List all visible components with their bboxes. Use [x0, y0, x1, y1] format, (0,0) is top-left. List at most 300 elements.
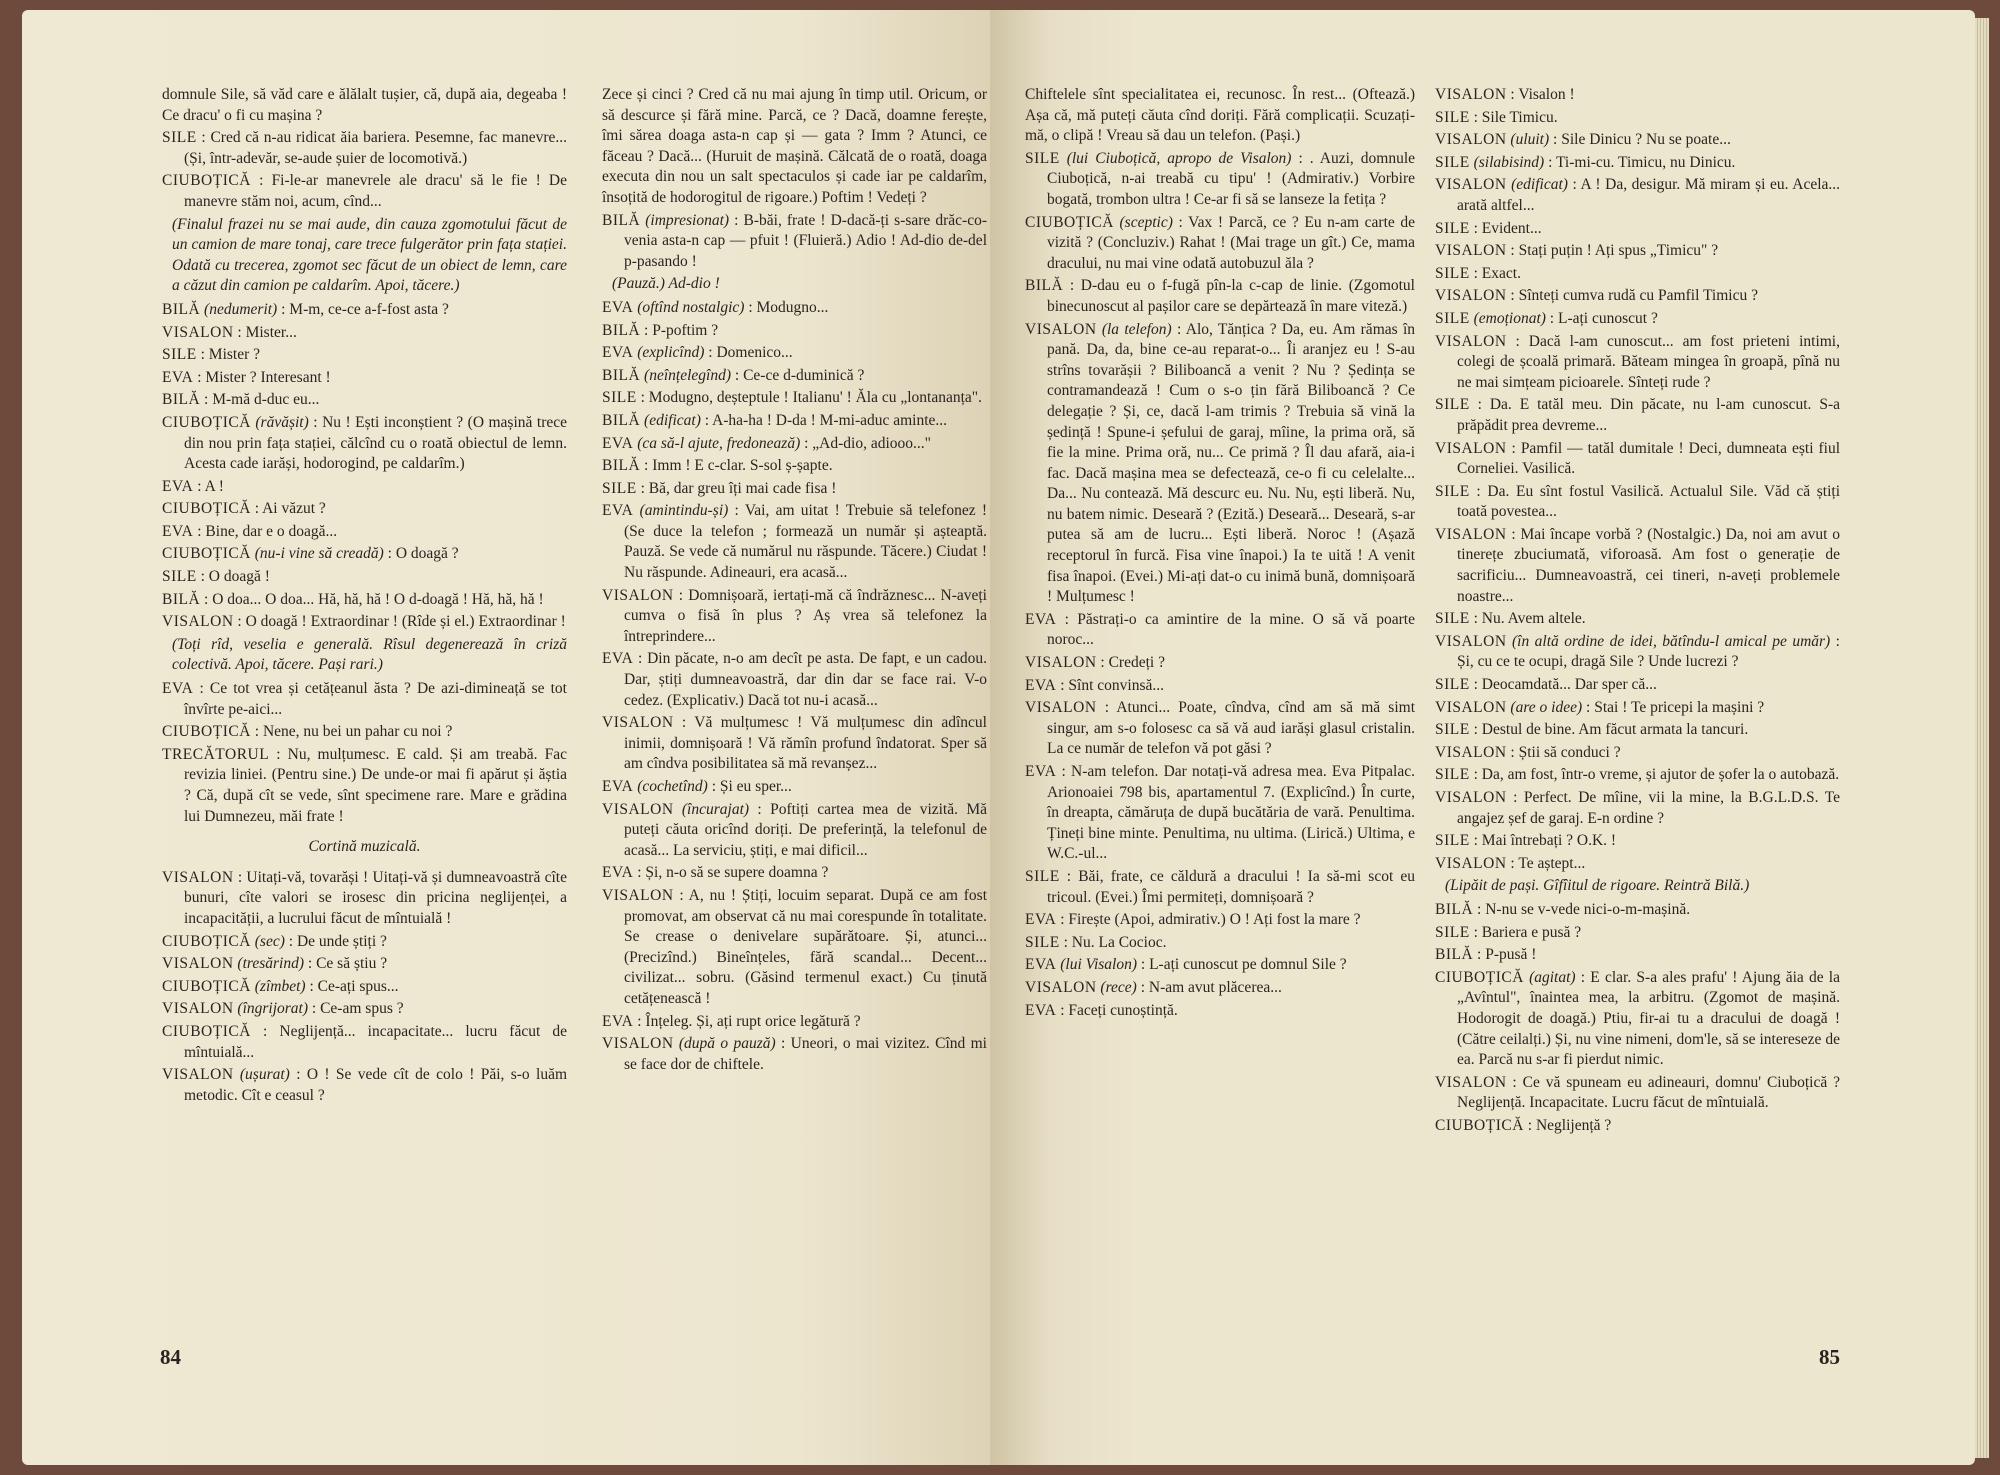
dialogue-text: Stai ! Te pricepi la mașini ? [1594, 698, 1765, 716]
speaker-name: SILE [1435, 676, 1470, 694]
speaker-name: EVA [1025, 911, 1057, 929]
stage-direction: (lui Ciuboțică, apropo de Visalon) [1066, 149, 1292, 167]
stage-direction: (tresărind) [237, 955, 304, 973]
dialogue-line: CIUBOȚICĂ (sceptic) : Vax ! Parcă, ce ? Eu n-am carte de vizită ? (Concluziv.) Rahat ! (Mai trage un gît.) Ce, mama dracului, nu mai vine odată autobuzul ăla ? [1025, 213, 1415, 272]
dialogue-line: VISALON : Atunci... Poate, cîndva, cînd am să mă simt singur, am s-o folosesc ca să vă aud iarăși glasul cristalin. La ce număr de telefon vă pot găsi ? [1025, 699, 1416, 758]
dialogue-text: Vax ! Parcă, ce ? Eu n-am carte de vizită ? (Concluziv.) Rahat ! (Mai trage un gît.) Ce, mama dracului, nu mai vine odată autobuzul ăla ? [1047, 213, 1415, 272]
dialogue-text: Te aștept... [1518, 854, 1586, 872]
dialogue-line: SILE : Da, am fost, într-o vreme, și ajutor de șofer la o autobază. [1435, 766, 1840, 784]
dialogue-line: SILE : Bariera e pusă ? [1435, 923, 1582, 941]
dialogue-line: EVA (cochetînd) : Și eu sper... [602, 778, 792, 795]
speaker-name: SILE [1435, 610, 1470, 628]
dialogue-line: SILE : Băi, frate, ce căldură a dracului ! Ia să-mi scot eu tricoul. (Evei.) Îmi permiteți, domnișoară ? [1025, 867, 1415, 906]
speaker-name: SILE [1025, 933, 1060, 951]
dialogue-text: Firește (Apoi, admirativ.) O ! Ați fost la mare ? [1068, 911, 1361, 929]
stage-direction-paragraph: (Pauză.) Ad-dio ! [612, 275, 720, 293]
dialogue-line: EVA : A ! [162, 477, 224, 495]
dialogue-line: VISALON : Te aștept... [1435, 854, 1586, 872]
speaker-name: EVA [162, 477, 194, 495]
dialogue-line: EVA : Sînt convinsă... [1025, 676, 1165, 694]
speaker-name: CIUBOȚICĂ [162, 977, 251, 995]
dialogue-text: Domenico... [716, 344, 793, 362]
speaker-name: BILĂ [162, 590, 201, 608]
dialogue-text: Păstrați-o ca amintire de la mine. O să vă poarte noroc... [1047, 610, 1415, 649]
dialogue-text: Da. E tatăl meu. Din păcate, nu l-am cunoscut. S-a prăpădit prea devreme... [1457, 396, 1840, 434]
dialogue-line: BILĂ (impresionat) : B-băi, frate ! D-dacă-ți s-sare drăc-co-venia asta-n cap — pfuit ! (Fluieră.) Adio ! Ad-dio de-del p-pasando ! [602, 211, 988, 270]
dialogue-text: Da. Eu sînt fostul Vasilică. Actualul Sile. Văd că știți toată povestea... [1457, 482, 1841, 521]
dialogue-line: EVA : Păstrați-o ca amintire de la mine. O să vă poarte noroc... [1025, 610, 1415, 649]
dialogue-text: M-m, ce-ce a-f-fost asta ? [289, 300, 449, 318]
dialogue-line: EVA (ca să-l ajute, fredonează) : „Ad-dio, adiooo..." [602, 434, 931, 452]
dialogue-line: VISALON (uluit) : Sile Dinicu ? Nu se poate... [1435, 131, 1731, 149]
dialogue-text: Deocamdată... Dar sper că... [1481, 676, 1657, 694]
speaker-name: BILĂ [602, 411, 641, 429]
dialogue-line: BILĂ : N-nu se v-vede nici-o-m-mașină. [1435, 900, 1691, 918]
dialogue-text: Exact. [1481, 264, 1521, 282]
speaker-name: BILĂ [1025, 277, 1064, 295]
dialogue-text: Destul de bine. Am făcut armata la tancuri. [1481, 721, 1749, 739]
dialogue-line: EVA : Și, n-o să se supere doamna ? [602, 864, 829, 882]
stage-direction: (neînțelegînd) [644, 366, 731, 384]
dialogue-line: SILE : Bă, dar greu îți mai cade fisa ! [602, 479, 837, 497]
dialogue-line: BILĂ : M-mă d-duc eu... [162, 391, 320, 409]
dialogue-line: SILE (emoționat) : L-ați cunoscut ? [1435, 309, 1658, 327]
dialogue-line: VISALON (după o pauză) : Uneori, o mai vizitez. Cînd mi se face dor de chiftele. [602, 1035, 987, 1073]
speaker-name: EVA [602, 298, 634, 316]
dialogue-line: BILĂ : Imm ! E c-clar. S-sol ș-șapte. [602, 457, 833, 475]
dialogue-text: N-am avut plăcerea... [1148, 978, 1282, 996]
speaker-name: VISALON [1025, 699, 1097, 717]
dialogue-line: EVA : Bine, dar e o doagă... [162, 522, 338, 540]
dialogue-text: Ce-ați spus... [317, 977, 399, 995]
stage-direction: (sec) [254, 932, 285, 950]
dialogue-line: VISALON : Domnișoară, iertați-mă că îndrăznesc... N-aveți cumva o fisă în plus ? Aș vrea să telefonez la întreprindere... [602, 586, 987, 645]
speaker-name: VISALON [602, 1035, 674, 1053]
speaker-name: SILE [1435, 108, 1470, 126]
dialogue-text: „Ad-dio, adiooo..." [812, 434, 931, 452]
speaker-name: VISALON [1435, 287, 1507, 305]
speaker-name: BILĂ [602, 211, 641, 229]
continued-text: Zece și cinci ? Cred că nu mai ajung în timp util. Oricum, or să descurce și fără mine. Parcă, ce ? Dacă, doamne ferește, îmi sărea doaga asta-n cap și — gata ? Imm ? Atunci, ce făceau ? Dacă... (Huruit de mașină. Călcată de o roată, doaga executa din nou un salt spectaculos și cade iar pe caldarîm, însoțită de hodorogitul de rigoare.) Poftim ! Vedeți ? [602, 86, 987, 206]
dialogue-text: Înțeleg. Și, ați rupt orice legătură ? [645, 1012, 861, 1030]
dialogue-text: O doagă ! Extraordinar ! (Rîde și el.) Extraordinar ! [245, 613, 566, 631]
speaker-name: SILE [1435, 309, 1470, 327]
speaker-name: SILE [602, 479, 637, 497]
dialogue-line: VISALON (în altă ordine de idei, bătîndu-l amical pe umăr) : Și, cu ce te ocupi, dragă Sile ? Unde lucrezi ? [1435, 632, 1840, 671]
dialogue-line: VISALON : Vă mulțumesc ! Vă mulțumesc din adîncul inimii, domnișoară ! Vă rămîn profund îndatorat. Sper să am cîndva posibilitatea să mă revanșez... [602, 714, 987, 773]
speaker-name: SILE [162, 568, 197, 586]
dialogue-text: Alo, Tănțica ? Da, eu. Am rămas în pană. Da, da, bine ce-au reparat-o... Îi aranjez eu ! S-au strîns tovarășii ? Biliboancă a venit ? Nu ? Ședința se contramandează ! Cum o s-o țin fără Biliboancă ? Ce delegație ? Și, ce, dacă l-am trimis ? Trebuia să vină la ședință ! Spune-i șefului de garaj, mîine, la prima oră, să fie la mine. Prima oră, nu... Ce primă ? Îl dau afară, aia-i fac. Dacă mașina mea se defectează, ce-o fi cu celelalte... Da... Nu contează. Mă descurc eu. Nu. Nu, ești liberă. Nu, nu batem nimic. Deseară ? (Ezită.) Deseară... Deseară, s-ar putea să am de lucru... Ești liberă. Noroc ! (Așază receptorul în furcă. Fisa vine înapoi.) Ia te uită ! A venit fisa înapoi. (Evei.) Mi-ați dat-o cu inimă bună, domnișoară ! Mulțumesc ! [1047, 320, 1416, 606]
speaker-name: CIUBOȚICĂ [162, 500, 251, 518]
dialogue-text: P-pusă ! [1485, 946, 1537, 964]
dialogue-text: M-mă d-duc eu... [212, 391, 320, 409]
dialogue-line: BILĂ : P-pusă ! [1435, 946, 1537, 964]
stage-direction: (oftînd nostalgic) [637, 298, 745, 316]
speaker-name: EVA [602, 1012, 634, 1030]
speaker-name: EVA [1025, 610, 1057, 628]
dialogue-line: VISALON (ușurat) : O ! Se vede cît de colo ! Păi, s-o luăm metodic. Cît e ceasul ? [162, 1066, 568, 1104]
dialogue-text: Mister ? [208, 346, 261, 364]
dialogue-line: BILĂ (nedumerit) : M-m, ce-ce a-f-fost asta ? [162, 300, 449, 318]
dialogue-text: E clar. S-a ales prafu' ! Ajung ăia de la „Avîntul", înaintea mea, la arbitru. (Zgomot de mașină. Hodorogit de doagă.) Ptiu, fir-ai tu a dracului de doagă ! (Către ceilalți.) Și, nu vine nimeni, dom'le, să se intereseze de ea. Parcă nu s-ar fi pierdut nimic. [1457, 968, 1840, 1069]
dialogue-text: Din păcate, n-o am decît pe asta. De fapt, e un cadou. Dar, știți dumneavoastră, dar din dar se face rai. V-o cedez. (Explicativ.) Dacă tot nu-i acasă... [624, 650, 987, 709]
dialogue-line: EVA (amintindu-și) : Vai, am uitat ! Trebuie să telefonez ! (Se duce la telefon ; formează un număr și așteaptă. Pauză. Se vede că numărul nu răspunde. Tăcere.) Ciudat ! Nu răspunde. Adineauri, era acasă... [602, 502, 987, 582]
dialogue-text: Vă mulțumesc ! Vă mulțumesc din adîncul inimii, domnișoară ! Vă rămîn profund îndatorat. Sper să am cîndva posibilitatea să mă revanșez... [624, 714, 987, 773]
stage-direction: (silabisind) [1473, 153, 1545, 171]
speaker-name: EVA [1025, 676, 1057, 694]
speaker-name: EVA [162, 368, 194, 386]
stage-direction: (sceptic) [1119, 213, 1173, 231]
dialogue-line: VISALON : A, nu ! Știți, locuim separat. După ce am fost promovat, am observat că nu mai corespunde în totalitate. Se crease o denivelare supărătoare. Și, atunci... (Precizînd.) Bineînțeles, fără scandal... Decent... civilizat... sobru. (Găsind termenul exact.) Cu ținută cetățenească ! [602, 886, 987, 1007]
speaker-name: EVA [602, 502, 634, 520]
speaker-name: EVA [602, 344, 634, 362]
dialogue-line: VISALON (tresărind) : Ce să știu ? [162, 955, 388, 973]
dialogue-text: O doa... O doa... Hă, hă, hă ! O d-doagă ! Hă, hă, hă ! [212, 590, 544, 608]
stage-direction: (ușurat) [239, 1066, 290, 1084]
dialogue-text: Ce-am spus ? [320, 1000, 404, 1018]
speaker-name: SILE [162, 129, 197, 147]
dialogue-line: SILE (silabisind) : Ti-mi-cu. Timicu, nu Dinicu. [1435, 153, 1736, 171]
dialogue-line: VISALON : Perfect. De mîine, vii la mine, la B.G.L.D.S. Te angajez șef de garaj. E-n ordine ? [1435, 789, 1840, 827]
dialogue-line: CIUBOȚICĂ (agitat) : E clar. S-a ales prafu' ! Ajung ăia de la „Avîntul", înaintea mea, la arbitru. (Zgomot de mașină. Hodorogit de doagă.) Ptiu, fir-ai tu a dracului de doagă ! (Către ceilalți.) Și, nu vine nimeni, dom'le, să se intereseze de ea. Parcă nu s-ar fi pierdut nimic. [1435, 968, 1840, 1069]
speaker-name: VISALON [1435, 854, 1507, 872]
dialogue-line: SILE : Deocamdată... Dar sper că... [1435, 676, 1657, 694]
stage-direction: (uluit) [1510, 131, 1550, 149]
dialogue-text: Mai încape vorbă ? (Nostalgic.) Da, noi am avut o tinerețe zbuciumată, viforoasă. Am fost o generație de sacrificiu... Dumneavoastră, cei tineri, n-aveți problemele noastre... [1457, 525, 1840, 605]
dialogue-text: Ce să știu ? [316, 955, 388, 973]
dialogue-line: BILĂ : O doa... O doa... Hă, hă, hă ! O d-doagă ! Hă, hă, hă ! [162, 590, 544, 608]
stage-direction: (nu-i vine să creadă) [254, 545, 384, 563]
dialogue-line: EVA : Ce tot vrea și cetățeanul ăsta ? De azi-dimineață se tot învîrte pe-aici... [162, 680, 567, 718]
stage-direction: (îngrijorat) [237, 1000, 309, 1018]
dialogue-text: Sînteți cumva rudă cu Pamfil Timicu ? [1518, 287, 1758, 305]
dialogue-text: Sile Dinicu ? Nu se poate... [1561, 131, 1731, 149]
speaker-name: VISALON [1435, 332, 1507, 350]
dialogue-text: Atunci... Poate, cîndva, cînd am să mă simt singur, am s-o folosesc ca să vă aud iarăși glasul cristalin. La ce număr de telefon vă pot găsi ? [1047, 699, 1416, 758]
right-page-column-2 [1435, 85, 1840, 1139]
right-page-number: 85 [1819, 1345, 1840, 1369]
dialogue-line: CIUBOȚICĂ : Ai văzut ? [162, 500, 326, 518]
speaker-name: EVA [162, 522, 194, 540]
dialogue-text: A, nu ! Știți, locuim separat. După ce am fost promovat, am observat că nu mai corespunde în totalitate. Se crease o denivelare supărătoare. Și, atunci... (Precizînd.) Bineînțeles, fără scandal... Decent... civilizat... sobru. (Găsind termenul exact.) Cu ținută cetățenească ! [624, 886, 987, 1007]
stage-direction: (la telefon) [1101, 320, 1172, 338]
speaker-name: VISALON [162, 1066, 234, 1084]
speaker-name: VISALON [1435, 698, 1507, 716]
stage-direction: (agitat) [1529, 968, 1576, 986]
dialogue-line: SILE : Exact. [1435, 264, 1521, 282]
speaker-name: CIUBOȚICĂ [162, 932, 251, 950]
speaker-name: BILĂ [1435, 900, 1474, 918]
speaker-name: BILĂ [602, 366, 641, 384]
dialogue-line: VISALON : Mai încape vorbă ? (Nostalgic.) Da, noi am avut o tinerețe zbuciumată, viforoasă. Am fost o generație de sacrificiu... Dumneavoastră, cei tineri, n-aveți problemele noastre... [1435, 525, 1840, 605]
dialogue-line: EVA (lui Visalon) : L-ați cunoscut pe domnul Sile ? [1025, 956, 1347, 974]
speaker-name: VISALON [602, 886, 674, 904]
speaker-name: VISALON [162, 613, 234, 631]
dialogue-text: Nu. La Cocioc. [1071, 933, 1167, 951]
dialogue-line: VISALON (rece) : N-am avut plăcerea... [1025, 978, 1282, 996]
dialogue-line: CIUBOȚICĂ : Fi-le-ar manevrele ale dracu' să le fie ! De manevre stăm noi, acum, cînd... [162, 172, 567, 210]
speaker-name: EVA [602, 650, 634, 668]
dialogue-text: Băi, frate, ce căldură a dracului ! Ia să-mi scot eu tricoul. (Evei.) Îmi permiteți, domnișoară ? [1047, 867, 1415, 906]
speaker-name: VISALON [1435, 525, 1507, 543]
dialogue-line: BILĂ (edificat) : A-ha-ha ! D-da ! M-mi-aduc aminte... [602, 411, 948, 429]
dialogue-text: Și, cu ce te ocupi, dragă Sile ? Unde lucrezi ? [1457, 653, 1739, 671]
continued-text: domnule Sile, să văd care e ălălalt tușier, că, după aia, degeaba ! Ce dracu' o fi cu mașina ? [162, 86, 567, 124]
dialogue-line: VISALON : Știi să conduci ? [1435, 743, 1621, 761]
dialogue-line: VISALON : Stați puțin ! Ați spus „Timicu" ? [1435, 242, 1719, 260]
dialogue-text: D-dau eu o f-fugă pîn-la c-cap de linie. (Zgomotul binecunoscut al pașilor care se depărtează în mare viteză.) [1047, 277, 1415, 315]
stage-direction-paragraph: (Toți rîd, veselia e generală. Rîsul degenerează în criză colectivă. Apoi, tăcere. Pași rari.) [172, 635, 567, 674]
dialogue-line: SILE : Mai întrebați ? O.K. ! [1435, 832, 1617, 850]
dialogue-text: Știi să conduci ? [1518, 743, 1621, 761]
dialogue-line: BILĂ : D-dau eu o f-fugă pîn-la c-cap de linie. (Zgomotul binecunoscut al pașilor care se depărtează în mare viteză.) [1025, 277, 1415, 315]
right-page-column-1 [1025, 85, 1415, 1023]
dialogue-text: O ! Se vede cît de colo ! Păi, s-o luăm metodic. Cît e ceasul ? [184, 1066, 568, 1104]
stage-direction: (în altă ordine de idei, bătîndu-l amical pe umăr) [1512, 632, 1831, 650]
left-page-column-1 [162, 85, 567, 1108]
stage-direction: (răvășit) [255, 413, 309, 431]
dialogue-line: VISALON : Uitați-vă, tovarăși ! Uitați-vă și dumneavoastră cîte bunuri, cîte valori se irosesc din pricina neglijenței, a incapacității, a lucrului făcut de mîntuială ! [162, 868, 567, 927]
speaker-name: EVA [602, 864, 634, 882]
speaker-name: EVA [1025, 763, 1057, 780]
speaker-name: VISALON [1435, 131, 1507, 149]
dialogue-text: Evident... [1481, 219, 1542, 237]
stage-direction: (lui Visalon) [1060, 956, 1138, 974]
speaker-name: BILĂ [602, 457, 641, 475]
speaker-name: VISALON [1435, 789, 1507, 806]
dialogue-text: Fi-le-ar manevrele ale dracu' să le fie ! De manevre stăm noi, acum, cînd... [184, 172, 567, 210]
dialogue-line: VISALON (are o idee) : Stai ! Te pricepi la mașini ? [1435, 698, 1765, 716]
dialogue-line: VISALON (încurajat) : Poftiți cartea mea de vizită. Mă puteți căuta oricînd doriți. De preferință, la telefonul de acasă... La serviciu, știți, e mai dificil... [602, 800, 988, 859]
dialogue-text: P-poftim ? [652, 321, 719, 339]
dialogue-text: Bă, dar greu îți mai cade fisa ! [648, 479, 837, 497]
dialogue-line: CIUBOȚICĂ : Neglijență... incapacitate... lucru făcut de mîntuială... [162, 1022, 567, 1061]
dialogue-text: . Auzi, domnule Ciuboțică, n-ai treabă cu tipu' ! (Admirativ.) Vorbire bogată, trombon ultra ! Ce-ar fi să se lanseze la fetița ? [1047, 149, 1416, 208]
speaker-name: VISALON [602, 800, 674, 818]
speaker-name: CIUBOȚICĂ [1025, 213, 1114, 231]
dialogue-line: VISALON : Mister... [162, 323, 297, 341]
stage-direction: (amintindu-și) [639, 502, 729, 520]
dialogue-line: CIUBOȚICĂ (sec) : De unde știți ? [162, 932, 387, 950]
speaker-name: SILE [1435, 219, 1470, 237]
speaker-name: SILE [1435, 482, 1470, 500]
dialogue-line: VISALON : Visalon ! [1435, 86, 1575, 103]
speaker-name: VISALON [602, 586, 674, 604]
dialogue-line: CIUBOȚICĂ : Neglijență ? [1435, 1116, 1612, 1134]
stage-direction: (edificat) [1511, 176, 1568, 194]
dialogue-text: Mister ? Interesant ! [205, 368, 331, 386]
dialogue-line: EVA (explicînd) : Domenico... [602, 344, 793, 362]
dialogue-line: VISALON : Ce vă spuneam eu adineauri, domnu' Ciuboțică ? Neglijență. Incapacitate. Lucru făcut de mîntuială. [1435, 1073, 1841, 1112]
speaker-name: CIUBOȚICĂ [162, 545, 251, 563]
dialogue-text: Ti-mi-cu. Timicu, nu Dinicu. [1556, 153, 1736, 171]
stage-direction: (încurajat) [681, 800, 750, 818]
speaker-name: EVA [602, 434, 634, 452]
dialogue-line: VISALON : Dacă l-am cunoscut... am fost prieteni intimi, colegi de școală primară. Băteam mingea în groapă, pînă nu ne mai simțeam picioarele. Sînteți rude ? [1435, 332, 1840, 391]
dialogue-line: EVA : N-am telefon. Dar notați-vă adresa mea. Eva Pitpalac. Arionoaiei 798 bis, apartamentul 7. (Explicînd.) În curte, în dreapta, cămăruța de după bucătăria de vară. Penultima. Țineți bine minte. Penultima, nu ultima. (Lirică.) Ultima, e W.C.-ul... [1025, 763, 1415, 863]
dialogue-text: Bine, dar e o doagă... [205, 522, 338, 540]
dialogue-line: SILE : Nu. Avem altele. [1435, 610, 1586, 628]
dialogue-text: Faceți cunoștință. [1068, 1001, 1178, 1019]
dialogue-text: N-nu se v-vede nici-o-m-mașină. [1485, 900, 1691, 918]
dialogue-line: SILE : Nu. La Cocioc. [1025, 933, 1167, 951]
dialogue-text: Neglijență... incapacitate... lucru făcut de mîntuială... [184, 1022, 567, 1061]
dialogue-line: BILĂ : P-poftim ? [602, 321, 719, 339]
speaker-name: SILE [162, 346, 197, 364]
page-edges [1975, 18, 1989, 1458]
speaker-name: CIUBOȚICĂ [162, 1022, 251, 1040]
dialogue-line: SILE : Da. Eu sînt fostul Vasilică. Actualul Sile. Văd că știți toată povestea... [1435, 482, 1841, 521]
dialogue-text: Vai, am uitat ! Trebuie să telefonez ! (Se duce la telefon ; formează un număr și așteaptă. Pauză. Se vede că numărul nu răspunde. Tăcere.) Ciudat ! Nu răspunde. Adineauri, era acasă... [624, 502, 987, 582]
dialogue-text: Ce tot vrea și cetățeanul ăsta ? De azi-dimineață se tot învîrte pe-aici... [184, 680, 567, 718]
speaker-name: SILE [1435, 396, 1470, 414]
stage-direction: (zîmbet) [254, 977, 306, 995]
dialogue-text: Neglijență ? [1535, 1116, 1612, 1134]
speaker-name: EVA [602, 778, 634, 795]
speaker-name: CIUBOȚICĂ [162, 172, 251, 190]
dialogue-text: Uneori, o mai vizitez. Cînd mi se face dor de chiftele. [624, 1035, 987, 1073]
speaker-name: VISALON [162, 323, 234, 341]
dialogue-text: N-am telefon. Dar notați-vă adresa mea. Eva Pitpalac. Arionoaiei 798 bis, apartamentul 7. (Explicînd.) În curte, în dreapta, cămăruța de după bucătăria de vară. Penultima. Țineți bine minte. Penultima, nu ultima. (Lirică.) Ultima, e W.C.-ul... [1047, 763, 1415, 863]
left-page [22, 10, 990, 1465]
speaker-name: BILĂ [162, 391, 201, 409]
dialogue-text: Mai întrebați ? O.K. ! [1481, 832, 1617, 850]
speaker-name: VISALON [1435, 439, 1507, 457]
dialogue-line: CIUBOȚICĂ (nu-i vine să creadă) : O doagă ? [162, 545, 459, 563]
stage-direction: (cochetînd) [637, 778, 708, 795]
speaker-name: SILE [1435, 923, 1470, 941]
stage-direction: (edificat) [644, 411, 701, 429]
dialogue-line: EVA : Din păcate, n-o am decît pe asta. De fapt, e un cadou. Dar, știți dumneavoastră, dar din dar se face rai. V-o cedez. (Explicativ.) Dacă tot nu-i acasă... [602, 650, 987, 709]
speaker-name: SILE [1025, 867, 1060, 885]
dialogue-text: L-ați cunoscut ? [1557, 309, 1658, 327]
dialogue-text: Modugno... [756, 298, 829, 316]
dialogue-text: Și, n-o să se supere doamna ? [645, 864, 829, 882]
stage-direction-paragraph: (Finalul frazei nu se mai aude, din cauza zgomotului făcut de un camion de mare tonaj, care trece fulgerător prin fața stației. Odată cu trecerea, zgomot sec făcut de un obiect de lemn, care a căzut din camion pe caldarîm. Apoi, tăcere.) [172, 215, 567, 295]
dialogue-text: A ! [204, 477, 224, 495]
speaker-name: VISALON [162, 868, 234, 886]
stage-direction: (după o pauză) [678, 1035, 776, 1053]
speaker-name: VISALON [1435, 1073, 1507, 1091]
dialogue-line: VISALON : Pamfil — tatăl dumitale ! Deci, dumneata ești fiul Corneliei. Vasilică. [1435, 439, 1841, 478]
dialogue-text: Imm ! E c-clar. S-sol ș-șapte. [652, 457, 833, 475]
dialogue-line: CIUBOȚICĂ : Nene, nu bei un pahar cu noi ? [162, 723, 453, 741]
dialogue-text: Sile Timicu. [1481, 108, 1558, 126]
speaker-name: VISALON [1435, 632, 1507, 650]
dialogue-text: Sînt convinsă... [1068, 676, 1165, 694]
speaker-name: TRECĂTORUL [162, 745, 270, 763]
speaker-name: VISALON [602, 714, 674, 732]
dialogue-text: Ai văzut ? [262, 500, 326, 518]
speaker-name: BILĂ [602, 321, 641, 339]
dialogue-line: VISALON (la telefon) : Alo, Tănțica ? Da, eu. Am rămas în pană. Da, da, bine ce-au reparat-o... Îi aranjez eu ! S-au strîns tovarășii ? Biliboancă a venit ? Nu ? Ședința se contramandează ! Cum o s-o țin fără Biliboancă ? Ce delegație ? Și, ce, dacă l-am trimis ? Trebuia să vină la ședință ! Spune-i șefului de garaj, mîine, la prima oră, să fie la mine. Prima oră, nu... Ce primă ? Îl dau afară, aia-i fac. Dacă mașina mea se defectează, ce-o fi cu celelalte... Da... Nu contează. Mă descurc eu. Nu. Nu, ești liberă. Nu, nu batem nimic. Deseară ? (Ezită.) Deseară... Deseară, s-ar putea să am de lucru... Ești liberă. Noroc ! (Așază receptorul în furcă. Fisa vine înapoi.) Ia te uită ! A venit fisa înapoi. (Evei.) Mi-ați dat-o cu inimă bună, domnișoară ! Mulțumesc ! [1025, 320, 1416, 606]
stage-direction: (emoționat) [1473, 309, 1546, 327]
right-page [990, 10, 1975, 1465]
dialogue-text: Nene, nu bei un pahar cu noi ? [262, 723, 453, 741]
dialogue-text: L-ați cunoscut pe domnul Sile ? [1149, 956, 1347, 974]
speaker-name: CIUBOȚICĂ [162, 723, 251, 741]
dialogue-line: SILE : Mister ? [162, 346, 261, 364]
dialogue-line: EVA : Faceți cunoștință. [1025, 1001, 1178, 1019]
dialogue-text: Perfect. De mîine, vii la mine, la B.G.L.D.S. Te angajez șef de garaj. E-n ordine ? [1457, 789, 1840, 827]
speaker-name: SILE [1435, 721, 1470, 739]
dialogue-line: SILE : Destul de bine. Am făcut armata la tancuri. [1435, 721, 1749, 739]
dialogue-line: SILE (lui Ciuboțică, apropo de Visalon) : . Auzi, domnule Ciuboțică, n-ai treabă cu tipu' ! (Admirativ.) Vorbire bogată, trombon ultra ! Ce-ar fi să se lanseze la fetița ? [1025, 149, 1416, 208]
dialogue-line: SILE : Cred că n-au ridicat ăia bariera. Pesemne, fac manevre... (Și, într-adevăr, se-aude șuier de locomotivă.) [162, 129, 567, 167]
dialogue-text: Cred că n-au ridicat ăia bariera. Pesemne, fac manevre... (Și, într-adevăr, se-aude șuier de locomotivă.) [184, 129, 567, 167]
dialogue-line: SILE : Evident... [1435, 219, 1542, 237]
dialogue-line: VISALON : Sînteți cumva rudă cu Pamfil Timicu ? [1435, 287, 1758, 305]
left-page-number: 84 [160, 1345, 181, 1369]
stage-direction: (are o idee) [1510, 698, 1583, 716]
stage-direction: (rece) [1100, 978, 1137, 996]
speaker-name: SILE [1435, 153, 1470, 171]
dialogue-line: SILE : O doagă ! [162, 568, 270, 586]
dialogue-line: VISALON (îngrijorat) : Ce-am spus ? [162, 1000, 404, 1018]
scene-note: Cortină muzicală. [308, 838, 421, 856]
speaker-name: SILE [1435, 766, 1470, 784]
dialogue-line: EVA : Firește (Apoi, admirativ.) O ! Ați fost la mare ? [1025, 911, 1361, 929]
speaker-name: VISALON [1435, 176, 1507, 194]
stage-direction-paragraph: (Lipăit de pași. Gîfîitul de rigoare. Reintră Bilă.) [1445, 877, 1750, 895]
stage-direction: (explicînd) [637, 344, 705, 362]
speaker-name: SILE [1435, 264, 1470, 282]
speaker-name: VISALON [1025, 320, 1097, 338]
dialogue-text: Da, am fost, într-o vreme, și ajutor de șofer la o autobază. [1481, 766, 1840, 784]
dialogue-text: Domnișoară, iertați-mă că îndrăznesc... N-aveți cumva o fisă în plus ? Aș vrea să telefonez la întreprindere... [624, 586, 987, 645]
dialogue-line: EVA : Înțeleg. Și, ați rupt orice legătură ? [602, 1012, 861, 1030]
speaker-name: VISALON [1025, 654, 1097, 672]
dialogue-text: De unde știți ? [296, 932, 387, 950]
dialogue-text: Poftiți cartea mea de vizită. Mă puteți căuta oricînd doriți. De preferință, la telefonul de acasă... La serviciu, știți, e mai dificil... [624, 800, 988, 859]
speaker-name: EVA [1025, 956, 1057, 974]
dialogue-line: CIUBOȚICĂ (răvășit) : Nu ! Ești inconștient ? (O mașină trece din nou prin fața stației, călcînd cu o roată obiectul de lemn. Acesta cade iarăși, hodorogind, pe caldarîm.) [162, 413, 568, 473]
stage-direction: (impresionat) [645, 211, 730, 229]
speaker-name: SILE [1435, 832, 1470, 850]
dialogue-line: VISALON : O doagă ! Extraordinar ! (Rîde și el.) Extraordinar ! [162, 613, 566, 631]
dialogue-line: TRECĂTORUL : Nu, mulțumesc. E cald. Și am treabă. Fac revizia liniei. (Pentru sine.) De unde-or mai fi apărut și ăștia ? Că, după cît se vede, sînt specimene rare. Mare e grădina lui Dumnezeu, măi frate ! [162, 745, 567, 825]
dialogue-line: CIUBOȚICĂ (zîmbet) : Ce-ați spus... [162, 977, 399, 995]
stage-direction: (nedumerit) [204, 300, 278, 318]
dialogue-text: Ce-ce d-duminică ? [743, 366, 865, 384]
speaker-name: CIUBOȚICĂ [1435, 968, 1524, 986]
speaker-name: CIUBOȚICĂ [1435, 1116, 1524, 1134]
left-page-column-2 [602, 85, 987, 1077]
speaker-name: EVA [162, 680, 194, 698]
dialogue-text: Credeți ? [1108, 654, 1165, 672]
dialogue-text: O doagă ? [395, 545, 459, 563]
dialogue-text: B-băi, frate ! D-dacă-ți s-sare drăc-co-venia asta-n cap — pfuit ! (Fluieră.) Adio ! Ad-dio de-del p-pasando ! [624, 211, 988, 270]
speaker-name: SILE [1025, 149, 1060, 167]
dialogue-line: VISALON : Credeți ? [1025, 654, 1165, 672]
speaker-name: VISALON [162, 1000, 234, 1018]
dialogue-line: SILE : Da. E tatăl meu. Din păcate, nu l-am cunoscut. S-a prăpădit prea devreme... [1435, 396, 1840, 434]
dialogue-text: Nu. Avem altele. [1481, 610, 1586, 628]
dialogue-line: SILE : Sile Timicu. [1435, 108, 1558, 126]
speaker-name: BILĂ [162, 300, 201, 318]
speaker-name: VISALON [162, 955, 234, 973]
dialogue-text: Modugno, deșteptule ! Italianu' ! Ăla cu „lontananța". [648, 389, 983, 407]
stage-direction: (ca să-l ajute, fredonează) [637, 434, 801, 452]
speaker-name: VISALON [1435, 86, 1507, 103]
speaker-name: CIUBOȚICĂ [162, 413, 251, 431]
dialogue-line: EVA : Mister ? Interesant ! [162, 368, 331, 386]
dialogue-text: Nu ! Ești inconștient ? (O mașină trece din nou prin fața stației, călcînd cu o roată obiectul de lemn. Acesta cade iarăși, hodorogind, pe caldarîm.) [184, 413, 568, 473]
dialogue-text: A-ha-ha ! D-da ! M-mi-aduc aminte... [712, 411, 948, 429]
speaker-name: BILĂ [1435, 946, 1474, 964]
dialogue-line: SILE : Modugno, deșteptule ! Italianu' ! Ăla cu „lontananța". [602, 389, 983, 407]
speaker-name: EVA [1025, 1001, 1057, 1019]
